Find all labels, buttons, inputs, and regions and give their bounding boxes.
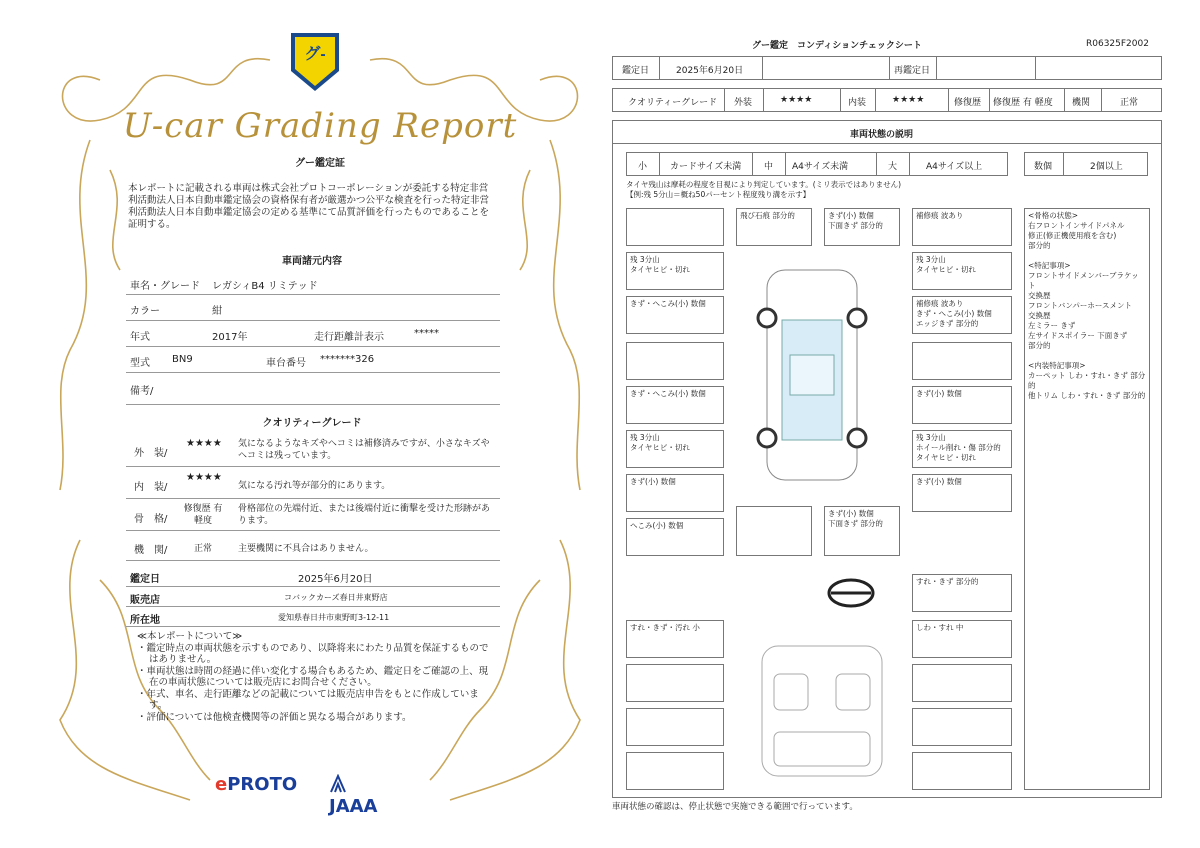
spec-section-title: 車両諸元内容: [282, 256, 342, 267]
damage-label-blank-a: [626, 342, 724, 380]
condition-check-sheet: グー鑑定 コンディションチェックシート R06325F2002 鑑定日 2025年6月20日 再鑑定日 クオリティーグレード 外装 ★★★★ 内装 ★★★★ 修復歴 修復歴 有 軽度 機関 正常 車両状態の説明 小 カードサイズ未満 中 A4サイズ未満 大 A4サイズ以上 数個 2個以上 タイヤ残山は摩耗の程度を目視により判定しています。(ミリ表示ではありません) 【例:残 5分山＝概ね50パーセント程度残り溝を示す】 飛び石痕 部分的 きず(小) 数個 下面きず 部分的 補修痕 波あり 残 3分山 タイヤヒビ・切れ 残 3分山 タイヤヒビ・切れ きず・へこみ(小) 数個 補修痕 波あり きず・へこみ(小) 数個 エッジきず 部分的 きず・へこみ(小) 数個 きず(小) 数個 残 3分山 タイヤヒビ・切れ 残 3分山 ホイール削れ・傷 部分的 タイヤヒビ・切れ きず(小) 数個 きず(小) 数個 へこみ(小) 数個 きず(小) 数個 下面きず 部分的 すれ・きず 部分的 すれ・きず・汚れ 小 しわ・すれ 中 <骨格の状態> 右フロントインサイドパネル 修正(修正機使用痕を含む) 部分的 <特記事項> フロントサイドメンバーブラケット 交換歴 フロントバンパーホースメント 交換歴 左ミラー きず 左サイドスポイラー 下面きず 部分的 <内装特記事項> カーペット しわ・すれ・きず 部分的 他トリム しわ・すれ・きず 部分的 車両状態の確認は、停止状態で実施できる範囲で行っています。: [612, 32, 1164, 802]
damage-label-13: きず(小) 数個: [626, 474, 724, 512]
damage-label-18: すれ・きず・汚れ 小: [626, 620, 724, 658]
sheet-title: グー鑑定 コンディションチェックシート: [752, 41, 922, 51]
damage-label-5: 残 3分山 タイヤヒビ・切れ: [626, 252, 724, 290]
proto-logo: ePROTO: [215, 774, 298, 795]
description-title: 車両状態の説明: [850, 130, 914, 140]
damage-label-12: 残 3分山 ホイール削れ・傷 部分的 タイヤヒビ・切れ: [912, 430, 1012, 468]
spec-row-color: カラー 紺: [126, 296, 500, 321]
car-top-view-diagram: [752, 260, 872, 490]
spec-row-remarks: 備考/: [126, 374, 500, 405]
jaaa-mark-icon: [329, 774, 347, 794]
interior-label-blank-3: [626, 708, 724, 746]
quality-row-exterior: 外 装/ ★★★★ 気になるようなキズやヘコミは補修済みですが、小さなキズやヘコミは残っています。: [126, 434, 500, 467]
sheet-footer-note: 車両状態の確認は、停止状態で実施できる範囲で行っています。: [612, 802, 858, 812]
damage-label-14: きず(小) 数個: [912, 474, 1012, 512]
quality-row-interior: 内 装/ ★★★★ 気になる汚れ等が部分的にあります。: [126, 468, 500, 499]
goo-badge-icon: [287, 31, 343, 93]
interior-label-blank-2: [912, 664, 1012, 702]
damage-label-16: きず(小) 数個 下面きず 部分的: [824, 506, 900, 556]
report-address-row: 所在地 愛知県春日井市東野町3-12-11: [126, 608, 500, 627]
quality-row-frame: 骨 格/ 修復歴 有 軽度 骨格部位の先端付近、または後端付近に衝撃を受けた形跡があります。: [126, 500, 500, 531]
interior-label-blank-1: [626, 664, 724, 702]
certificate-body: 本レポートに記載される車両は株式会社プロトコーポレーションが委託する特定非営利活動法人日本自動車鑑定協会の資格保有者が厳選かつ公平な検査を行った特定非営利活動法人日本自動車鑑定協会の定める基準にて品質評価を行ったものであることを証明する。: [128, 183, 490, 230]
damage-label-19: しわ・すれ 中: [912, 620, 1012, 658]
certificate-title: グー鑑定証: [295, 158, 345, 169]
damage-label-2: 飛び石痕 部分的: [736, 208, 812, 246]
damage-label-6: 残 3分山 タイヤヒビ・切れ: [912, 252, 1012, 290]
grading-report: [40, 20, 600, 820]
damage-label-blank-b: [912, 342, 1012, 380]
report-date-row: 鑑定日 2025年6月20日: [126, 566, 500, 587]
damage-label-11: 残 3分山 タイヤヒビ・切れ: [626, 430, 724, 468]
spec-row-model: 型式 BN9 車台番号 *******326: [126, 348, 500, 373]
damage-label-8: 補修痕 波あり きず・へこみ(小) 数個 エッジきず 部分的: [912, 296, 1012, 334]
damage-label-17: すれ・きず 部分的: [912, 574, 1012, 612]
interior-label-blank-5: [626, 752, 724, 790]
interior-label-blank-6: [912, 752, 1012, 790]
jaaa-logo: JAAA: [329, 774, 378, 817]
damage-label-10: きず(小) 数個: [912, 386, 1012, 424]
report-script-title: U-car Grading Report: [122, 106, 518, 146]
damage-label-15: へこみ(小) 数個: [626, 518, 724, 556]
damage-label-4: 補修痕 波あり: [912, 208, 1012, 246]
car-interior-diagram: [752, 636, 892, 786]
damage-label-9: きず・へこみ(小) 数個: [626, 386, 724, 424]
interior-label-blank-4: [912, 708, 1012, 746]
damage-label-blank-c: [736, 506, 812, 556]
spec-row-year: 年式 2017年 走行距離計表示 *****: [126, 322, 500, 347]
damage-label-1: [626, 208, 724, 246]
tire-note-1: タイヤ残山は摩耗の程度を目視により判定しています。(ミリ表示ではありません): [626, 180, 902, 189]
report-shop-row: 販売店 コバックカーズ春日井東野店: [126, 588, 500, 607]
report-notes: ≪本レポートについて≫ ・鑑定時点の車両状態を示すものであり、以降将来にわたり品質を保証するものではありません。 ・車両状態は時間の経過に伴い変化する場合もあるため、鑑定日をご確認の上、現在の車両状態については販売店にお問合せください。 ・年式、車名、走行距離などの記載については販売店申告をもとに作成しています。 ・評価については他検査機関等の評価と異なる場合があります。: [137, 631, 489, 723]
special-notes-panel: <骨格の状態> 右フロントインサイドパネル 修正(修正機使用痕を含む) 部分的 <特記事項> フロントサイドメンバーブラケット 交換歴 フロントバンパーホースメント 交換歴 左ミラー きず 左サイドスポイラー 下面きず 部分的 <内装特記事項> カーペット しわ・すれ・きず 部分的 他トリム しわ・すれ・きず 部分的: [1024, 208, 1150, 790]
spec-row-name: 車名・グレード レガシィB4 リミテッド: [126, 272, 500, 295]
quality-section-title: クオリティーグレード: [262, 418, 362, 429]
svg-text:グ-: グ-: [304, 46, 326, 63]
quality-row-engine: 機 関/ 正常 主要機関に不具合はありません。: [126, 532, 500, 561]
proto-mark-icon: e: [215, 774, 228, 795]
tire-note-2: 【例:残 5分山＝概ね50パーセント程度残り溝を示す】: [626, 190, 811, 199]
damage-label-7: きず・へこみ(小) 数個: [626, 296, 724, 334]
damage-label-3: きず(小) 数個 下面きず 部分的: [824, 208, 900, 246]
steering-wheel-icon: [826, 576, 876, 610]
sheet-code: R06325F2002: [1086, 39, 1149, 49]
